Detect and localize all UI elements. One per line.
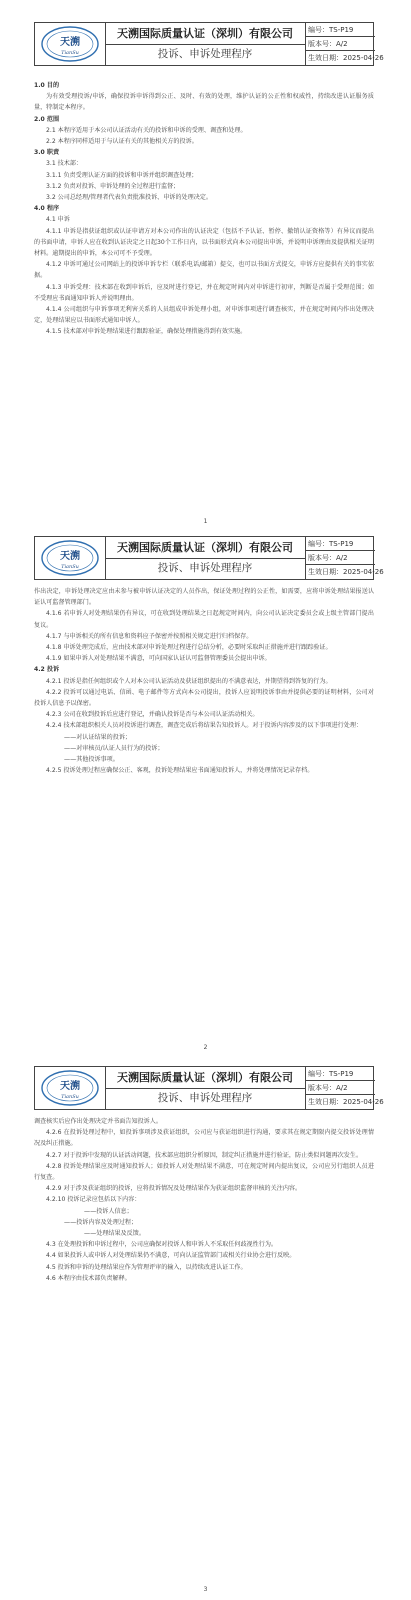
- logo: [35, 23, 106, 65]
- paragraph: 作出决定，申诉处理决定应由未参与被申诉认证决定的人员作出，保证处理过程的公正性，如需要，应将申诉处理结果报送认证认可监督管理部门。: [34, 588, 374, 607]
- paragraph: 4.1.7 与申诉相关的所有信息和资料应予保密并按照相关规定进行归档保存。: [46, 632, 253, 640]
- page-body: [34, 1116, 374, 1284]
- paragraph: 4.2.9 对于涉及获证组织的投诉，应将投诉情况及处理结果作为获证组织监督审核的关注内容。: [46, 1185, 302, 1193]
- svg-text:天溯: 天溯: [60, 37, 80, 48]
- paragraph: 4.2.5 投诉处理过程应确保公正、客观，投诉处理结果应书面通知投诉人，并将处理情况记录存档。: [46, 767, 314, 775]
- paragraph: 4.2.1 投诉是指任何组织或个人对本公司认证活动及获证组织提出的不满意表达，并期望得到答复的行为。: [46, 677, 332, 685]
- document-title: 投诉、申诉处理程序: [105, 44, 306, 65]
- paragraph: 4.1.6 若申诉人对处理结果仍有异议，可在收到处理结果之日起规定时间内，向公司认证决定委员会或上级主管部门提出复议。: [34, 610, 374, 629]
- paragraph: 4.1 申诉: [46, 216, 70, 224]
- paragraph: 4.2.8 投诉处理结果应及时通知投诉人；如投诉人对处理结果不满意，可在规定时间内提出复议，公司应另行组织人员进行复查。: [34, 1162, 374, 1182]
- version: 版本号：A/2: [305, 37, 375, 51]
- paragraph: 3.1.1 负责受理认证方面的投诉和申诉并组织调查处理；: [46, 171, 198, 179]
- section-heading: 3.0 职责: [34, 149, 60, 157]
- section-heading: 1.0 目的: [34, 82, 60, 89]
- doc-number: 编号：TS-P19: [305, 1067, 375, 1081]
- effective-date: 生效日期：2025-04-26: [308, 1098, 384, 1106]
- paragraph: 3.1 技术部：: [46, 160, 83, 168]
- paragraph: 4.2.7 对于投诉中发现的认证活动问题，技术部应组织分析原因，制定纠正措施并进行验证，防止类似问题再次发生。: [46, 1151, 363, 1159]
- paragraph: 4.5 投诉和申诉的处理结果应作为管理评审的输入，以持续改进认证工作。: [46, 1263, 247, 1271]
- effective-date: 生效日期：2025-04-26: [308, 54, 384, 62]
- page-body: [34, 586, 374, 776]
- list-item: ——投诉人信息；: [84, 1207, 133, 1215]
- page-header: [34, 536, 384, 580]
- company-seal-icon: [40, 1069, 100, 1107]
- document-title: 投诉、申诉处理程序: [105, 558, 306, 579]
- list-item: ——对审核员/认证人员行为的投诉；: [64, 744, 164, 752]
- list-item: ——投诉内容及处理过程；: [64, 1218, 138, 1226]
- company-name: 天溯国际质量认证（深圳）有限公司: [105, 537, 306, 559]
- paragraph: 3.1.2 负责对投诉、申诉处理的全过程进行监督；: [46, 182, 180, 190]
- page-body: [34, 80, 374, 338]
- section-heading: 2.0 范围: [34, 115, 60, 123]
- version: 版本号：A/2: [305, 551, 375, 565]
- page-header: [34, 1066, 384, 1110]
- page-header: [34, 22, 384, 66]
- page-number: 2: [203, 1044, 208, 1051]
- version: 版本号：A/2: [305, 1081, 375, 1095]
- document-page-1: [0, 0, 411, 530]
- page-number: 1: [203, 518, 208, 525]
- paragraph: 4.2.4 技术部组织相关人员对投诉进行调查，调查完成后将结果告知投诉人。对于投诉内容涉及的以下事项进行处理：: [46, 722, 363, 730]
- paragraph: 4.1.5 技术部对申诉处理结果进行跟踪验证，确保处理措施得到有效实施。: [46, 328, 247, 336]
- doc-number: 编号：TS-P19: [305, 537, 375, 551]
- paragraph: 4.2.2 投诉可以通过电话、信函、电子邮件等方式向本公司提出，投诉人应说明投诉事由并提供必要的证明材料，公司对投诉人信息予以保密。: [34, 688, 374, 708]
- svg-text:TianSu: TianSu: [61, 564, 79, 570]
- svg-text:TianSu: TianSu: [61, 1094, 79, 1100]
- svg-text:天溯: 天溯: [60, 551, 80, 562]
- paragraph: 调查核实后应作出处理决定并书面告知投诉人。: [34, 1118, 162, 1125]
- paragraph: 3.2 公司总经理/管理者代表负责批准投诉、申诉的处理决定。: [46, 194, 213, 202]
- document-page-2: [0, 530, 411, 1060]
- paragraph: 4.1.4 公司组织与申诉事项无利害关系的人员组成申诉处理小组，对申诉事项进行调查核实，并在规定时间内作出处理决定，处理结果应以书面形式通知申诉人。: [34, 306, 374, 325]
- logo: [35, 1067, 106, 1109]
- page-number: 3: [203, 1586, 208, 1593]
- paragraph: 4.1.3 申诉受理：技术部在收到申诉后，应及时进行登记，并在规定时间内对申诉进行初审，判断是否属于受理范围；如不受理应书面通知申诉人并说明理由。: [34, 283, 374, 302]
- company-seal-icon: [40, 539, 100, 577]
- paragraph: 4.1.1 申诉是指获证组织或认证申请方对本公司作出的认证决定（包括不予认证、暂停、撤销认证资格等）有异议而提出的书面申请，申诉人应在收到认证决定之日起30个工作日内，以书面形式向本公司提出申诉，并说明申诉理由及提供相关证明材料。逾期提出的申诉，本公司可不予受理。: [34, 227, 374, 258]
- paragraph: 4.6 本程序由技术部负责解释。: [46, 1274, 131, 1282]
- paragraph: 4.1.9 如果申诉人对处理结果不满意，可向国家认证认可监督管理委员会提出申诉。: [46, 655, 271, 663]
- company-name: 天溯国际质量认证（深圳）有限公司: [105, 1067, 306, 1089]
- paragraph: 4.1.8 申诉处理完成后，应由技术部对申诉处理过程进行总结分析，必要时采取纠正措施并进行跟踪验证。: [46, 644, 332, 652]
- svg-text:TianSu: TianSu: [61, 50, 79, 56]
- paragraph: 4.2.3 公司在收到投诉后应进行登记，并确认投诉是否与本公司认证活动相关。: [46, 711, 259, 719]
- effective-date: 生效日期：2025-04-26: [308, 568, 384, 576]
- paragraph: 4.1.2 申诉可通过公司网站上的投诉申诉专栏（联系电话/邮箱）提交，也可以书面方式提交，申诉方应提供有关的事实依据。: [34, 261, 374, 280]
- company-seal-icon: [40, 25, 100, 63]
- paragraph: 4.2.6 在投诉处理过程中，如投诉事项涉及获证组织，公司应与获证组织进行沟通，要求其在规定期限内提交投诉处理情况及纠正措施。: [34, 1129, 374, 1148]
- paragraph: 2.1 本程序适用于本公司认证活动有关的投诉和申诉的受理、调查和处理。: [46, 126, 247, 134]
- company-name: 天溯国际质量认证（深圳）有限公司: [105, 23, 306, 45]
- paragraph: 为有效受理投诉/申诉，确保投诉申诉得到公正、及时、有效的处理，维护认证的公正性和权威性，持续改进认证服务质量，特制定本程序。: [34, 93, 374, 112]
- doc-number: 编号：TS-P19: [305, 23, 375, 37]
- svg-text:天溯: 天溯: [60, 1081, 80, 1092]
- list-item: ——其他投诉事项。: [64, 756, 119, 764]
- paragraph: 2.2 本程序同样适用于与认证有关的其他相关方的投诉。: [46, 138, 198, 146]
- document-page-3: [0, 1060, 411, 1600]
- paragraph: 4.2.10 投诉记录应包括以下内容：: [46, 1196, 141, 1204]
- list-item: ——处理结果及反馈。: [84, 1230, 145, 1238]
- document-title: 投诉、申诉处理程序: [105, 1088, 306, 1109]
- logo: [35, 537, 106, 579]
- section-heading: 4.2 投诉: [34, 666, 60, 674]
- section-heading: 4.0 程序: [34, 205, 60, 213]
- list-item: ——对认证结果的投诉；: [64, 733, 132, 741]
- paragraph: 4.4 如果投诉人或申诉人对处理结果仍不满意，可向认证监管部门或相关行业协会进行反映。: [46, 1252, 296, 1260]
- paragraph: 4.3 在处理投诉和申诉过程中，公司应确保对投诉人和申诉人不采取任何歧视性行为。: [46, 1241, 278, 1249]
